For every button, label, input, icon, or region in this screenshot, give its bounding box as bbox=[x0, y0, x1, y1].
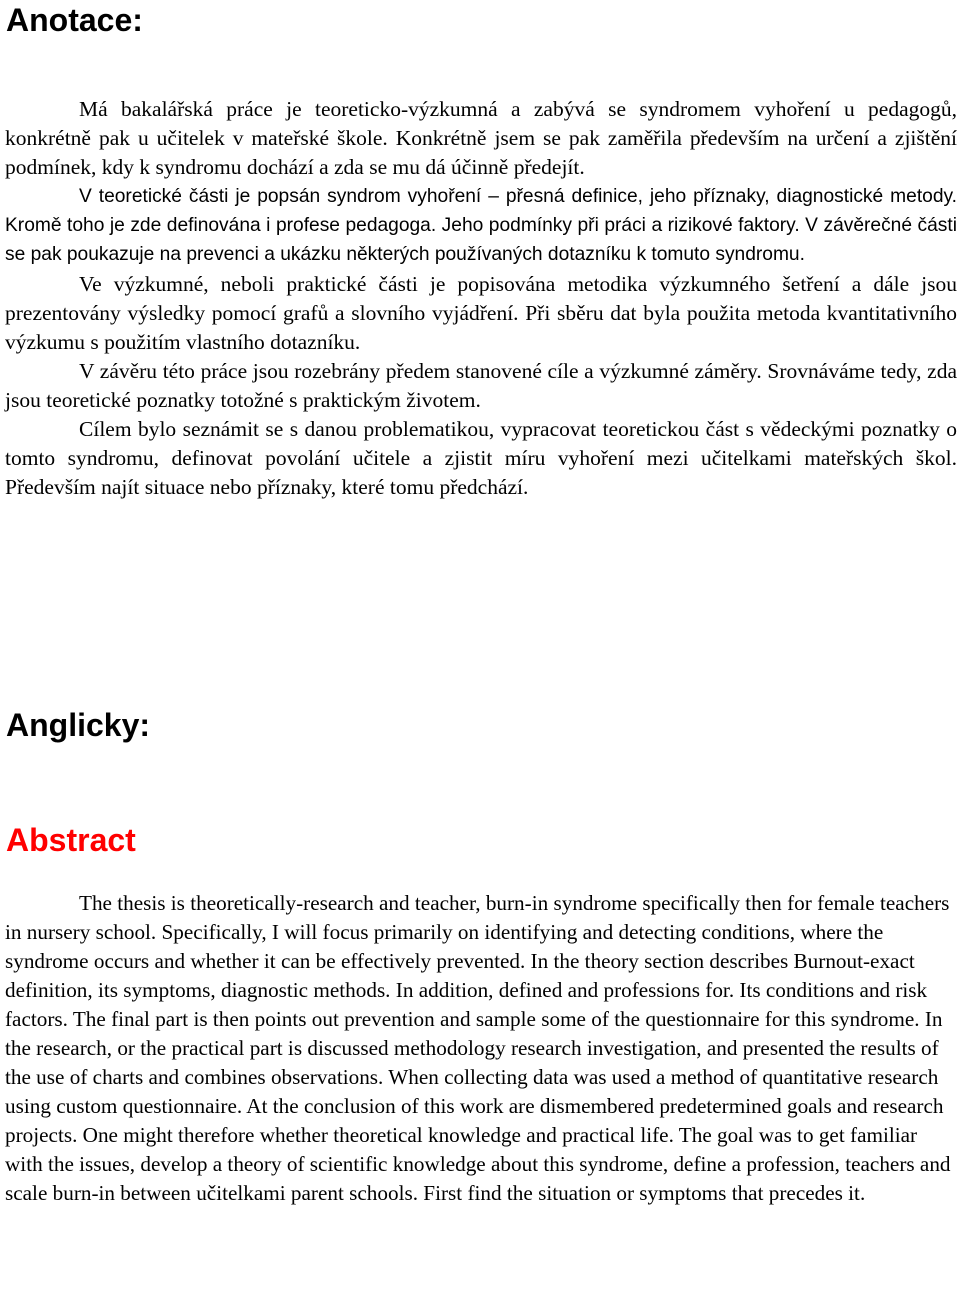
czech-paragraph-3: Ve výzkumné, neboli praktické části je popisována metodika výzkumného šetření a dále jsou prezentovány výsledky pomocí grafů a slovního vyjádření. Při sběru dat byla použita metoda kvantitativního výzkumu s použitím vlastního dotazníku. bbox=[5, 271, 957, 354]
anotace-heading: Anotace: bbox=[6, 2, 143, 38]
czech-paragraph-2: V teoretické části je popsán syndrom vyhoření – přesná definice, jeho příznaky, diagnostické metody. Kromě toho je zde definována i profese pedagoga. Jeho podmínky při práci a rizikové faktory. V závěrečné části se pak poukazuje na prevenci a ukázku některých používaných dotazníku k tomuto syndromu. bbox=[5, 186, 957, 266]
english-paragraph: The thesis is theoretically-research and teacher, burn-in syndrome specifically then for female teachers in nursery school. Specifically, I will focus primarily on identifying and detecting conditions, where the syndrome occurs and whether it can be effectively prevented. In the theory section describes Burnout-exact definition, its symptoms, diagnostic methods. In addition, defined and professions for. Its conditions and risk factors. The final part is then points out prevention and sample some of the questionnaire for this syndrome. In the research, or the practical part is discussed methodology research investigation, and presented the results of the use of charts and combines observations. When collecting data was used a method of quantitative research using custom questionnaire. At the conclusion of this work are dismembered predetermined goals and research projects. One might therefore whether theoretical knowledge and practical life. The goal was to get familiar with the issues, develop a theory of scientific knowledge about this syndrome, define a profession, teachers and scale burn-in between učitelkami parent schools. First find the situation or symptoms that precedes it. bbox=[5, 891, 951, 1206]
czech-paragraph-5: Cílem bylo seznámit se s danou problematikou, vypracovat teoretickou část s vědeckými poznatky o tomto syndromu, definovat povolání učitele a zjistit míru vyhoření mezi učitelkami mateřských škol. Především najít situace nebo příznaky, které tomu předchází. bbox=[5, 417, 957, 500]
czech-paragraph-1: Má bakalářská práce je teoreticko-výzkumná a zabývá se syndromem vyhoření u pedagogů, konkrétně pak u učitelek v mateřské škole. Konkrétně jsem se pak zaměřila především na určení a zjištění podmínek, kdy k syndromu dochází a zda se mu dá účinně předejít. bbox=[5, 97, 957, 180]
czech-paragraph-4: V závěru této práce jsou rozebrány předem stanovené cíle a výzkumné záměry. Srovnáváme tedy, zda jsou teoretické poznatky totožné s praktickým životem. bbox=[5, 358, 957, 412]
abstract-heading: Abstract bbox=[6, 822, 136, 858]
czech-annotation bbox=[5, 95, 957, 502]
english-abstract bbox=[5, 889, 957, 1209]
anglicky-heading: Anglicky: bbox=[6, 707, 151, 743]
